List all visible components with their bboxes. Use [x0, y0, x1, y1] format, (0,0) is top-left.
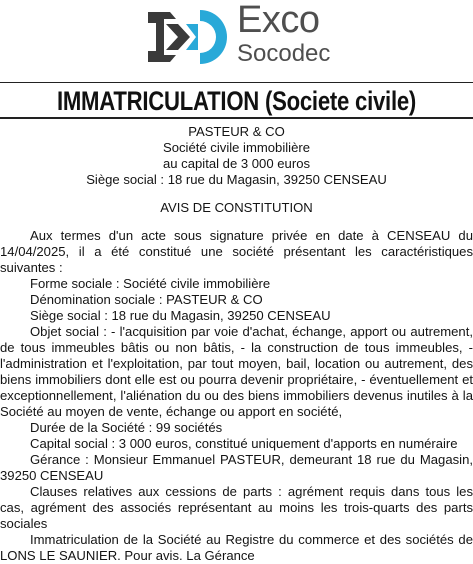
notice-title: AVIS DE CONSTITUTION: [160, 200, 313, 215]
paragraph-clauses: Clauses relatives aux cessions de parts : agrément requis dans tous les cas, agrément des associés représentant au moins les trois-quarts des parts sociales: [0, 484, 473, 531]
notice-headline: IMMATRICULATION (Societe civile): [56, 86, 417, 116]
logo-brand-name: Exco: [237, 0, 320, 41]
paragraph-siege: Siège social : 18 rue du Magasin, 39250 CENSEAU: [30, 308, 331, 323]
paragraph-objet: Objet social : - l'acquisition par voie d'achat, échange, apport ou autrement, de tous immeubles bâtis ou non bâtis, - la construction de tous immeubles, - l'administration et l'exploitation, par tout moyen, bail, location ou autrement, des biens immobiliers dont elle est ou pourra devenir propriétaire, - éventuellement et exceptionnellement, l'aliénation du ou des biens immobiliers devenus inutiles à la Société au moyen de vente, échange ou apport en société,: [0, 324, 473, 419]
paragraph-intro: Aux termes d'un acte sous signature privée en date à CENSEAU du 14/04/2025, il a été constitué une société présentant les caractéristiques suivantes :: [0, 228, 473, 275]
company-capital: au capital de 3 000 euros: [162, 156, 311, 171]
company-name: PASTEUR & CO: [188, 124, 285, 139]
paragraph-gerance: Gérance : Monsieur Emmanuel PASTEUR, demeurant 18 rue du Magasin, 39250 CENSEAU: [0, 452, 473, 483]
company-type: Société civile immobilière: [163, 140, 310, 155]
spacer: [0, 188, 473, 200]
company-seat: Siège social : 18 rue du Magasin, 39250 CENSEAU: [86, 172, 387, 187]
headline-top-rule: [0, 82, 473, 83]
paragraph-immatriculation: Immatriculation de la Société au Registre du commerce et des sociétés de LONS LE SAUNIER. Pour avis. La Gérance: [0, 532, 473, 563]
exco-socodec-logo: [140, 0, 340, 70]
exco-logo-icon: [140, 4, 228, 70]
paragraph-denomination: Dénomination sociale : PASTEUR & CO: [30, 292, 263, 307]
paragraph-forme: Forme sociale : Société civile immobilière: [30, 276, 271, 291]
company-block: [0, 124, 473, 188]
paragraph-capital: Capital social : 3 000 euros, constitué uniquement d'apports en numéraire: [30, 436, 458, 451]
notice-body: [0, 124, 473, 564]
logo-tagline: Socodec: [237, 40, 331, 67]
paragraph-duree: Durée de la Société : 99 sociétés: [30, 420, 223, 435]
spacer: [0, 216, 473, 228]
headline-bottom-rule: [0, 117, 473, 119]
